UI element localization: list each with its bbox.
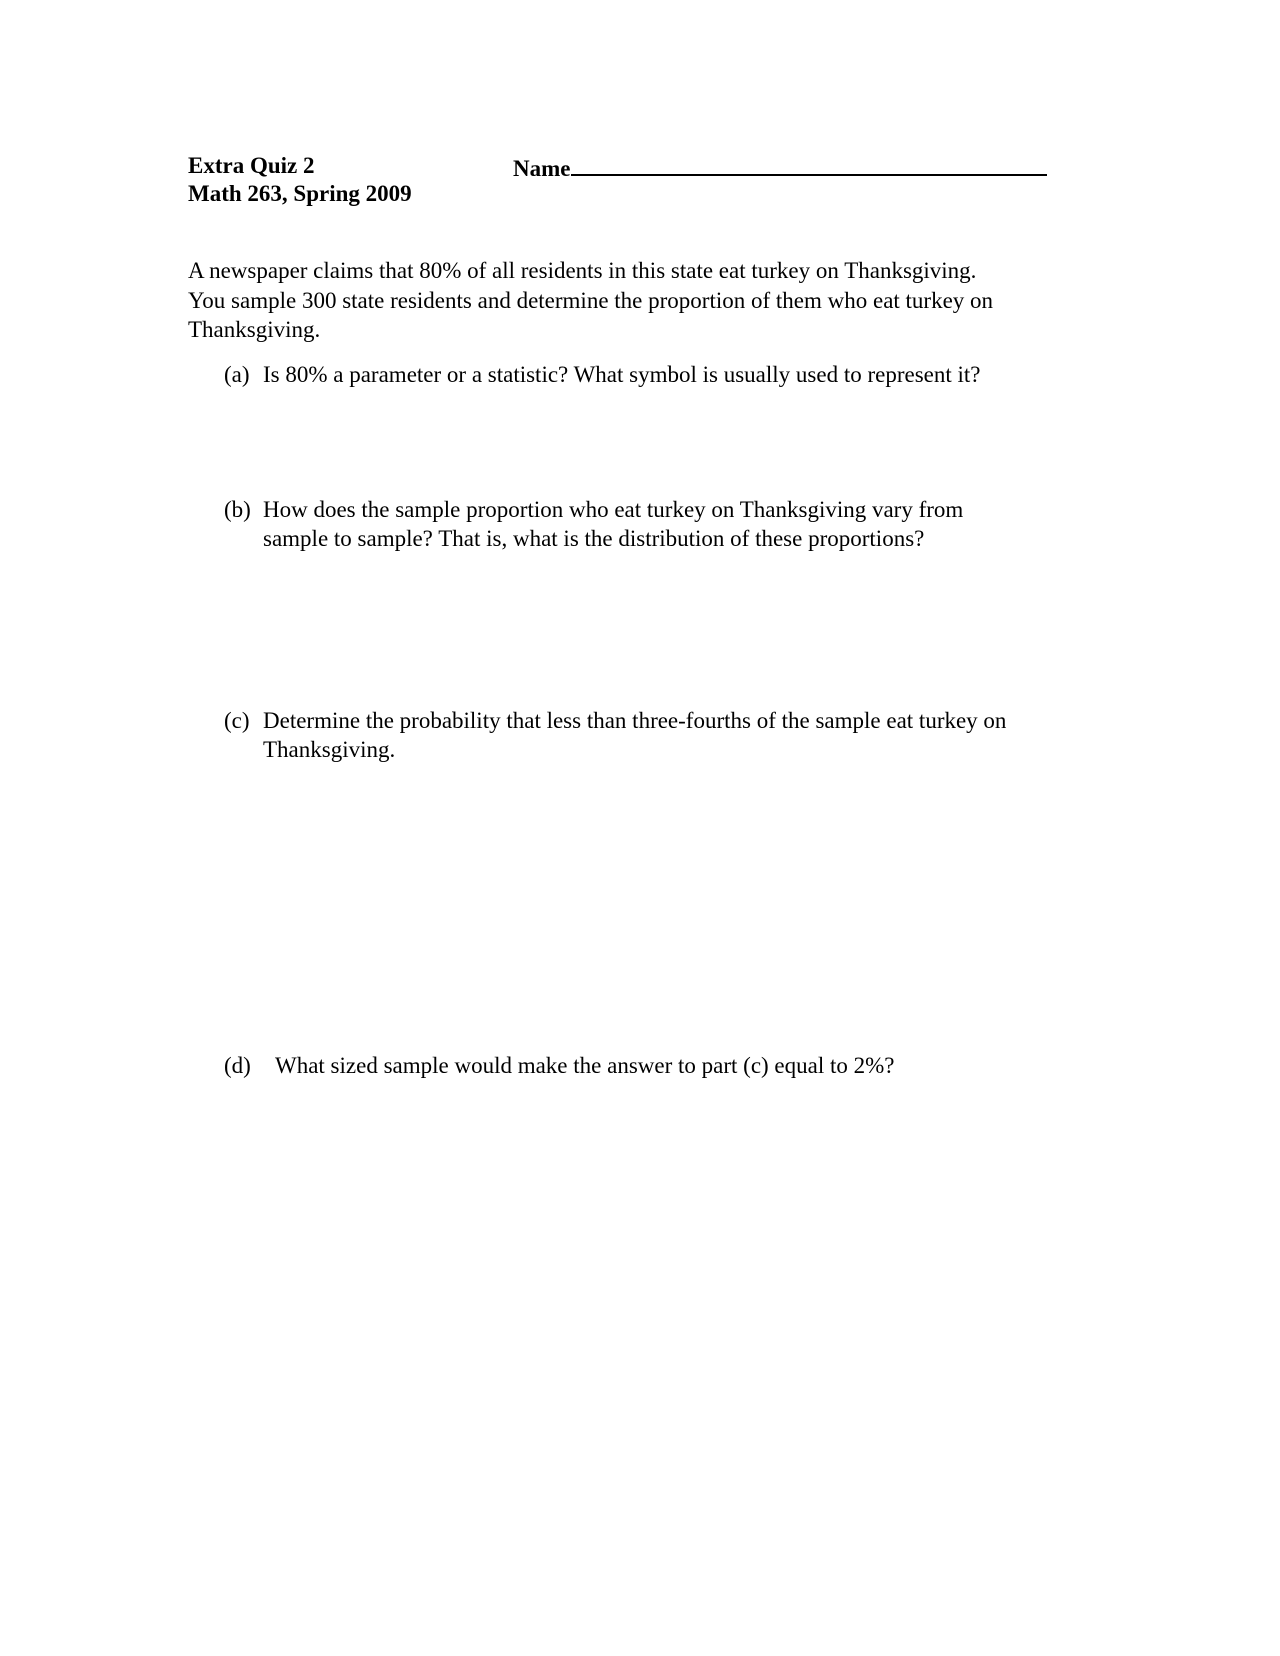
- question-text: [275, 1051, 895, 1080]
- question-label: (a): [224, 362, 250, 387]
- question-line: sample to sample? That is, what is the distribution of these proportions?: [263, 526, 925, 551]
- question-line: What sized sample would make the answer to part (c) equal to 2%?: [275, 1053, 895, 1078]
- name-blank-line: [571, 152, 1047, 176]
- question-label: (c): [224, 708, 250, 733]
- question-label: (b): [224, 497, 251, 522]
- question-label: (d): [224, 1053, 251, 1078]
- question-line: Thanksgiving.: [263, 737, 396, 762]
- question-line: Is 80% a parameter or a statistic? What symbol is usually used to represent it?: [263, 362, 981, 387]
- question-text: [263, 360, 980, 389]
- intro-line: A newspaper claims that 80% of all residents in this state eat turkey on Thanksgiving.: [188, 258, 977, 283]
- intro-line: Thanksgiving.: [188, 317, 321, 342]
- quiz-title: Extra Quiz 2: [188, 153, 315, 178]
- intro-line: You sample 300 state residents and determine the proportion of them who eat turkey on: [188, 287, 994, 313]
- name-label: Name: [513, 156, 571, 181]
- question-line: How does the sample proportion who eat turkey on Thanksgiving vary from: [263, 497, 964, 522]
- question-text: [263, 706, 1006, 764]
- question-line: Determine the probability that less than three-fourths of the sample eat turkey on: [263, 708, 1007, 733]
- name-field: [513, 152, 1047, 183]
- problem-statement: [188, 256, 1088, 345]
- question-text: [263, 495, 963, 553]
- course-info: Math 263, Spring 2009: [188, 181, 412, 206]
